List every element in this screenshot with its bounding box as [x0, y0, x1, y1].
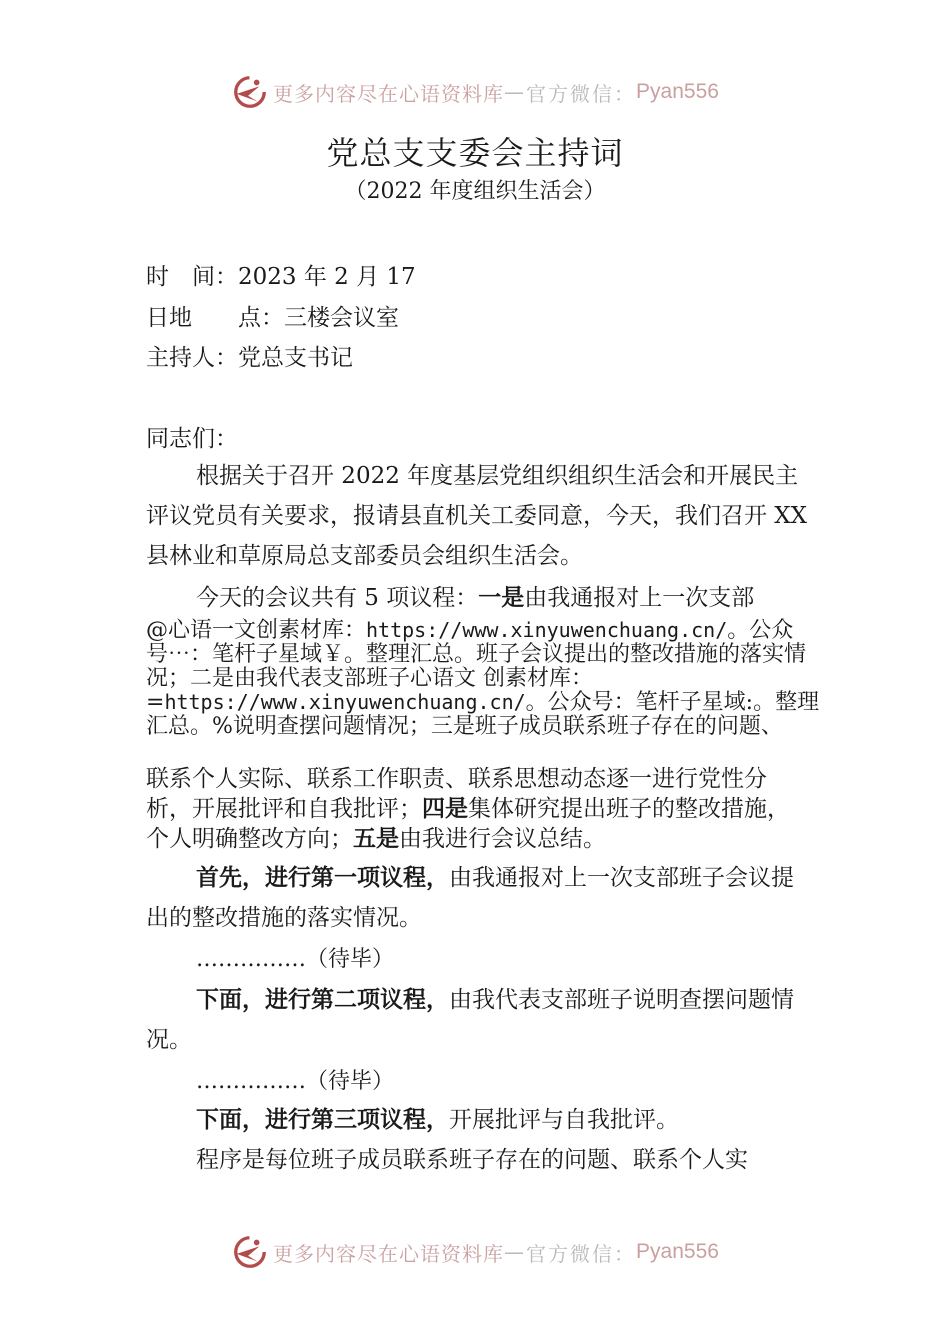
paragraph-item-3 — [146, 1100, 810, 1140]
watermark-text: 。公众号：笔杆子星域:。整理汇总。%说明查摆问题情况；三是班子成员联系班子存在的问题、 — [146, 690, 820, 739]
pending-marker-2: ……………（待毕） — [196, 1069, 395, 1094]
meeting-host: 主持人：党总支书记 — [146, 345, 353, 371]
item-1-heading: 首先，进行第一项议程， — [196, 865, 449, 891]
agenda-item-1-marker: 一是 — [478, 585, 525, 611]
banner-dash: — — [504, 1240, 527, 1264]
paragraph-agenda-start — [146, 580, 810, 616]
item-1-text: 由我通报对上一次支部班子会议提出的整改措施的落实情况。 — [146, 865, 794, 931]
banner-wechat-label: 官方微信： — [526, 1241, 637, 1266]
paragraph-intro: 根据关于召开 2022 年度基层党组织组织生活会和开展民主评议党员有关要求，报请县直机关工委同意，今天，我们召开 XX 县林业和草原局总支部委员会组织生活会。 — [146, 463, 808, 569]
meeting-time: 时 间：2023 年 2 月 17 — [146, 264, 416, 290]
watermark-text: 。公众号⋯：笔杆子星域￥。整理汇总。班子会议提出的整改措施的落实情况；二是由我代表支部班子心语文 创素材库： — [146, 618, 807, 691]
paragraph-procedure: 程序是每位班子成员联系班子存在的问题、联系个人实 — [196, 1147, 748, 1173]
watermark-url: https://www.xinyuwenchuang.cn/ — [164, 690, 526, 714]
item-3-text: 开展批评与自我批评。 — [449, 1107, 679, 1133]
footer-watermark-banner — [0, 1232, 950, 1272]
banner-wechat-id: Pyan556 — [636, 80, 719, 103]
watermark-text: @心语一文创素材库： — [146, 618, 367, 643]
banner-wechat-label: 官方微信： — [526, 81, 637, 106]
agenda-item-5-text: 由我进行会议总结。 — [399, 826, 606, 852]
meeting-place: 日地 点：三楼会议室 — [146, 305, 399, 331]
watermark-overlay-text-2 — [146, 690, 826, 739]
logo-icon — [231, 73, 269, 111]
banner-text: 更多内容尽在心语资料库 — [273, 1241, 505, 1266]
document-subtitle: （2022 年度组织生活会） — [344, 179, 606, 204]
paragraph-item-1 — [146, 858, 810, 938]
logo-icon — [231, 1233, 269, 1271]
item-2-text: 由我代表支部班子说明查摆问题情况。 — [146, 987, 794, 1053]
item-3-heading: 下面，进行第三项议程， — [196, 1107, 449, 1133]
header-watermark-banner — [0, 72, 950, 112]
banner-text: 更多内容尽在心语资料库 — [273, 81, 505, 106]
watermark-overlay-text-1 — [146, 618, 826, 691]
watermark-text: = — [146, 690, 165, 715]
item-2-heading: 下面，进行第二项议程， — [196, 987, 449, 1013]
agenda-text: 今天的会议共有 5 项议程： — [196, 585, 479, 611]
paragraph-agenda-continued — [146, 764, 810, 854]
greeting: 同志们： — [146, 426, 238, 452]
agenda-item-1-text: 由我通报对上一次支部 — [524, 585, 755, 611]
pending-marker-1: ……………（待毕） — [196, 947, 395, 972]
agenda-item-5-marker: 五是 — [353, 826, 399, 852]
agenda-item-4-marker: 四是 — [422, 796, 468, 822]
banner-dash: — — [504, 80, 527, 104]
watermark-url: https://www.xinyuwenchuang.cn/ — [366, 618, 728, 642]
document-title: 党总支支委会主持词 — [326, 134, 624, 172]
banner-wechat-id: Pyan556 — [636, 1240, 719, 1263]
agenda-item-4-text: 集体研究提出班子的整改措施，个人明确整改方向； — [146, 796, 790, 852]
paragraph-item-2 — [146, 980, 810, 1060]
agenda-text: 联系个人实际、联系工作职责、联系思想动态逐一进行党性分析，开展批评和自我批评； — [146, 766, 767, 822]
